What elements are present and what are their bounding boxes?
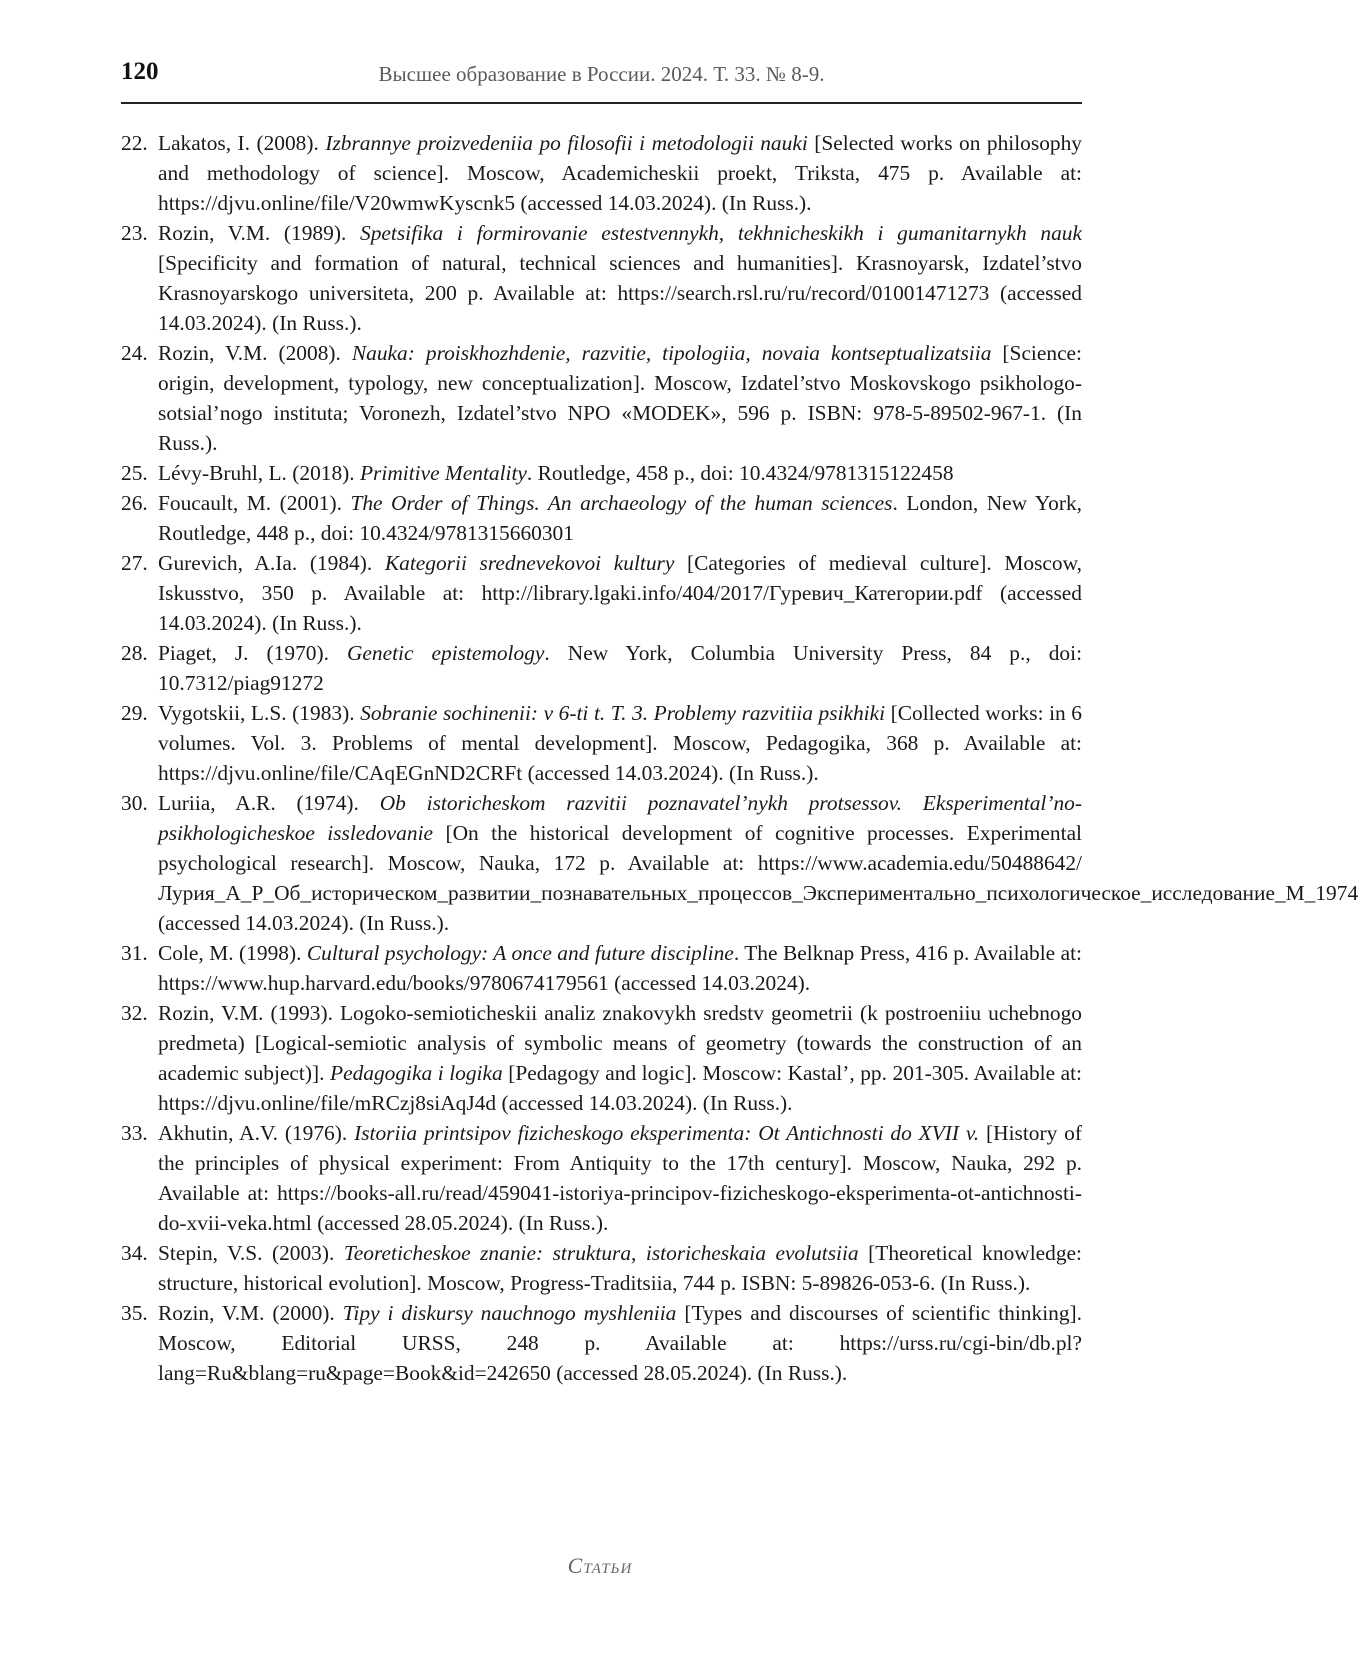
reference-authors: Rozin, V.M. (2008).: [158, 341, 352, 365]
reference-item: [121, 218, 1082, 338]
reference-number: 34.: [121, 1241, 148, 1265]
reference-number: 35.: [121, 1301, 148, 1325]
running-header: [121, 58, 1082, 104]
reference-number: 29.: [121, 701, 148, 725]
reference-details: . The Belknap Press, 416 p. Available at: https://www.hup.harvard.edu/books/9780674179561 (accessed 14.03.2024).: [158, 941, 1082, 995]
page-number: 120: [121, 58, 159, 85]
reference-authors: Luriia, A.R. (1974).: [158, 791, 380, 815]
reference-title: Spetsifika i formirovanie estestvennykh, tekhnicheskikh i gumanitarnykh nauk: [360, 221, 1082, 245]
reference-item: [121, 788, 1358, 938]
reference-item: [121, 1118, 1082, 1238]
reference-authors: Piaget, J. (1970).: [158, 641, 347, 665]
reference-details: [Categories of medieval culture]. Moscow, Iskusstvo, 350 p. Available at: http://library.lgaki.info/404/2017/Гуревич_Категории.pdf (accessed 14.03.2024). (In Russ.).: [158, 551, 1082, 635]
reference-title: Kategorii srednevekovoi kultury: [384, 551, 675, 575]
reference-details: [History of the principles of physical experiment: From Antiquity to the 17th century]. Moscow, Nauka, 292 p. Available at: https://books-all.ru/read/459041-istoriya-principov-fizicheskogo-eksperimenta-ot-antichnosti-do-xvii-veka.html (accessed 28.05.2024). (In Russ.).: [158, 1121, 1082, 1235]
reference-authors: Cole, M. (1998).: [158, 941, 307, 965]
reference-authors: Lévy-Bruhl, L. (2018).: [158, 461, 360, 485]
reference-title: Pedagogika i logika: [330, 1061, 503, 1085]
reference-item: [121, 458, 1082, 488]
reference-title: Sobranie sochinenii: v 6-ti t. T. 3. Problemy razvitiia psikhiki: [360, 701, 886, 725]
reference-number: 27.: [121, 551, 148, 575]
reference-title: The Order of Things. An archaeology of the human sciences: [350, 491, 893, 515]
reference-item: [121, 938, 1082, 998]
reference-details: . New York, Columbia University Press, 84 p., doi: 10.7312/piag91272: [158, 641, 1083, 695]
reference-authors: Gurevich, A.Ia. (1984).: [158, 551, 385, 575]
reference-number: 26.: [121, 491, 148, 515]
reference-authors: Rozin, V.M. (2000).: [158, 1301, 343, 1325]
reference-authors: Rozin, V.M. (1989).: [158, 221, 361, 245]
reference-number: 22.: [121, 131, 148, 155]
reference-title: Tipy i diskursy nauchnogo myshleniia: [342, 1301, 677, 1325]
reference-number: 28.: [121, 641, 148, 665]
reference-authors: Vygotskii, L.S. (1983).: [158, 701, 361, 725]
reference-number: 31.: [121, 941, 148, 965]
reference-number: 25.: [121, 461, 148, 485]
reference-title: Nauka: proiskhozhdenie, razvitie, tipologiia, novaia kontseptualizatsiia: [351, 341, 992, 365]
reference-details: [Theoretical knowledge: structure, historical evolution]. Moscow, Progress-Traditsiia, 744 p. ISBN: 5-89826-053-6. (In Russ.).: [158, 1241, 1082, 1295]
reference-item: [121, 698, 1082, 788]
reference-title: Istoriia printsipov fizicheskogo eksperimenta: Ot Antichnosti do XVII v.: [354, 1121, 980, 1145]
reference-authors: Rozin, V.M. (1993). Logoko-semioticheskii analiz znakovykh sredstv geometrii (k postroeniiu uchebnogo predmeta) [Logical-semiotic analysis of symbolic means of geometry (towards the construction of an academic subject)].: [158, 1001, 1082, 1085]
reference-details: . Routledge, 458 p., doi: 10.4324/9781315122458: [526, 461, 954, 485]
reference-item: [121, 548, 1082, 638]
reference-title: Teoreticheskoe znanie: struktura, istoricheskaia evolutsiia: [343, 1241, 859, 1265]
reference-title: Primitive Mentality: [359, 461, 527, 485]
reference-title: Genetic epistemology: [346, 641, 545, 665]
journal-title: Высшее образование в России. 2024. Т. 33. № 8-9.: [378, 62, 825, 86]
reference-authors: Foucault, M. (2001).: [158, 491, 351, 515]
reference-number: 23.: [121, 221, 148, 245]
reference-number: 33.: [121, 1121, 148, 1145]
reference-number: 24.: [121, 341, 148, 365]
reference-authors: Stepin, V.S. (2003).: [158, 1241, 344, 1265]
reference-title: Izbrannye proizvedeniia po filosofii i metodologii nauki: [325, 131, 808, 155]
reference-authors: Lakatos, I. (2008).: [158, 131, 326, 155]
reference-number: 32.: [121, 1001, 148, 1025]
reference-item: [121, 1298, 1082, 1388]
reference-title: Ob istoricheskom razvitii poznavatel’nykh protsessov. Eksperimental’no-psikhologicheskoe issledovanie: [158, 791, 1083, 845]
reference-details: [Collected works: in 6 volumes. Vol. 3. Problems of mental development]. Moscow, Pedagogika, 368 p. Available at: https://djvu.online/file/CAqEGnND2CRFt (accessed 14.03.2024). (In Russ.).: [158, 701, 1083, 785]
reference-item: [121, 128, 1082, 218]
reference-item: [121, 998, 1082, 1118]
reference-details: [Specificity and formation of natural, technical sciences and humanities]. Krasnoyarsk, Izdatel’stvo Krasnoyarskogo universiteta, 200 p. Available at: https://search.rsl.ru/ru/record/01001471273 (accessed 14.03.2024). (In Russ.).: [158, 251, 1082, 335]
section-footer: Статьи: [567, 1553, 633, 1578]
reference-list: [121, 128, 1358, 1388]
reference-number: 30.: [121, 791, 148, 815]
reference-details: [On the historical development of cognitive processes. Experimental psychological research]. Moscow, Nauka, 172 p. Available at: https://www.academia.edu/50488642/Лурия_А_Р_Об_историческом_развитии_познавательных_процессов_Экспериментально_психологическое_исследование_М_1974 (accessed 14.03.2024). (In Russ.).: [158, 821, 1358, 935]
reference-details: [Pedagogy and logic]. Moscow: Kastal’, pp. 201-305. Available at: https://djvu.online/file/mRCzj8siAqJ4d (accessed 14.03.2024). (In Russ.).: [158, 1061, 1082, 1115]
reference-details: [Selected works on philosophy and methodology of science]. Moscow, Academicheskii proekt, Triksta, 475 p. Available at: https://djvu.online/file/V20wmwKyscnk5 (accessed 14.03.2024). (In Russ.).: [158, 131, 1082, 215]
reference-title: Cultural psychology: A once and future discipline: [306, 941, 734, 965]
reference-item: [121, 488, 1082, 548]
reference-details: . London, New York, Routledge, 448 p., doi: 10.4324/9781315660301: [158, 491, 1082, 545]
reference-item: [121, 638, 1082, 698]
reference-details: [Types and discourses of scientific thinking]. Moscow, Editorial URSS, 248 p. Available at: https://urss.ru/cgi-bin/db.pl?lang=Ru&blang=ru&page=Book&id=242650 (accessed 28.05.2024). (In Russ.).: [158, 1301, 1083, 1385]
reference-item: [121, 1238, 1082, 1298]
reference-details: [Science: origin, development, typology, new conceptualization]. Moscow, Izdatel’stvo Moskovskogo psikhologo-sotsial’nogo instituta; Voronezh, Izdatel’stvo NPO «MODEK», 596 p. ISBN: 978-5-89502-967-1. (In Russ.).: [158, 341, 1082, 455]
reference-item: [121, 338, 1082, 458]
reference-authors: Akhutin, A.V. (1976).: [158, 1121, 355, 1145]
